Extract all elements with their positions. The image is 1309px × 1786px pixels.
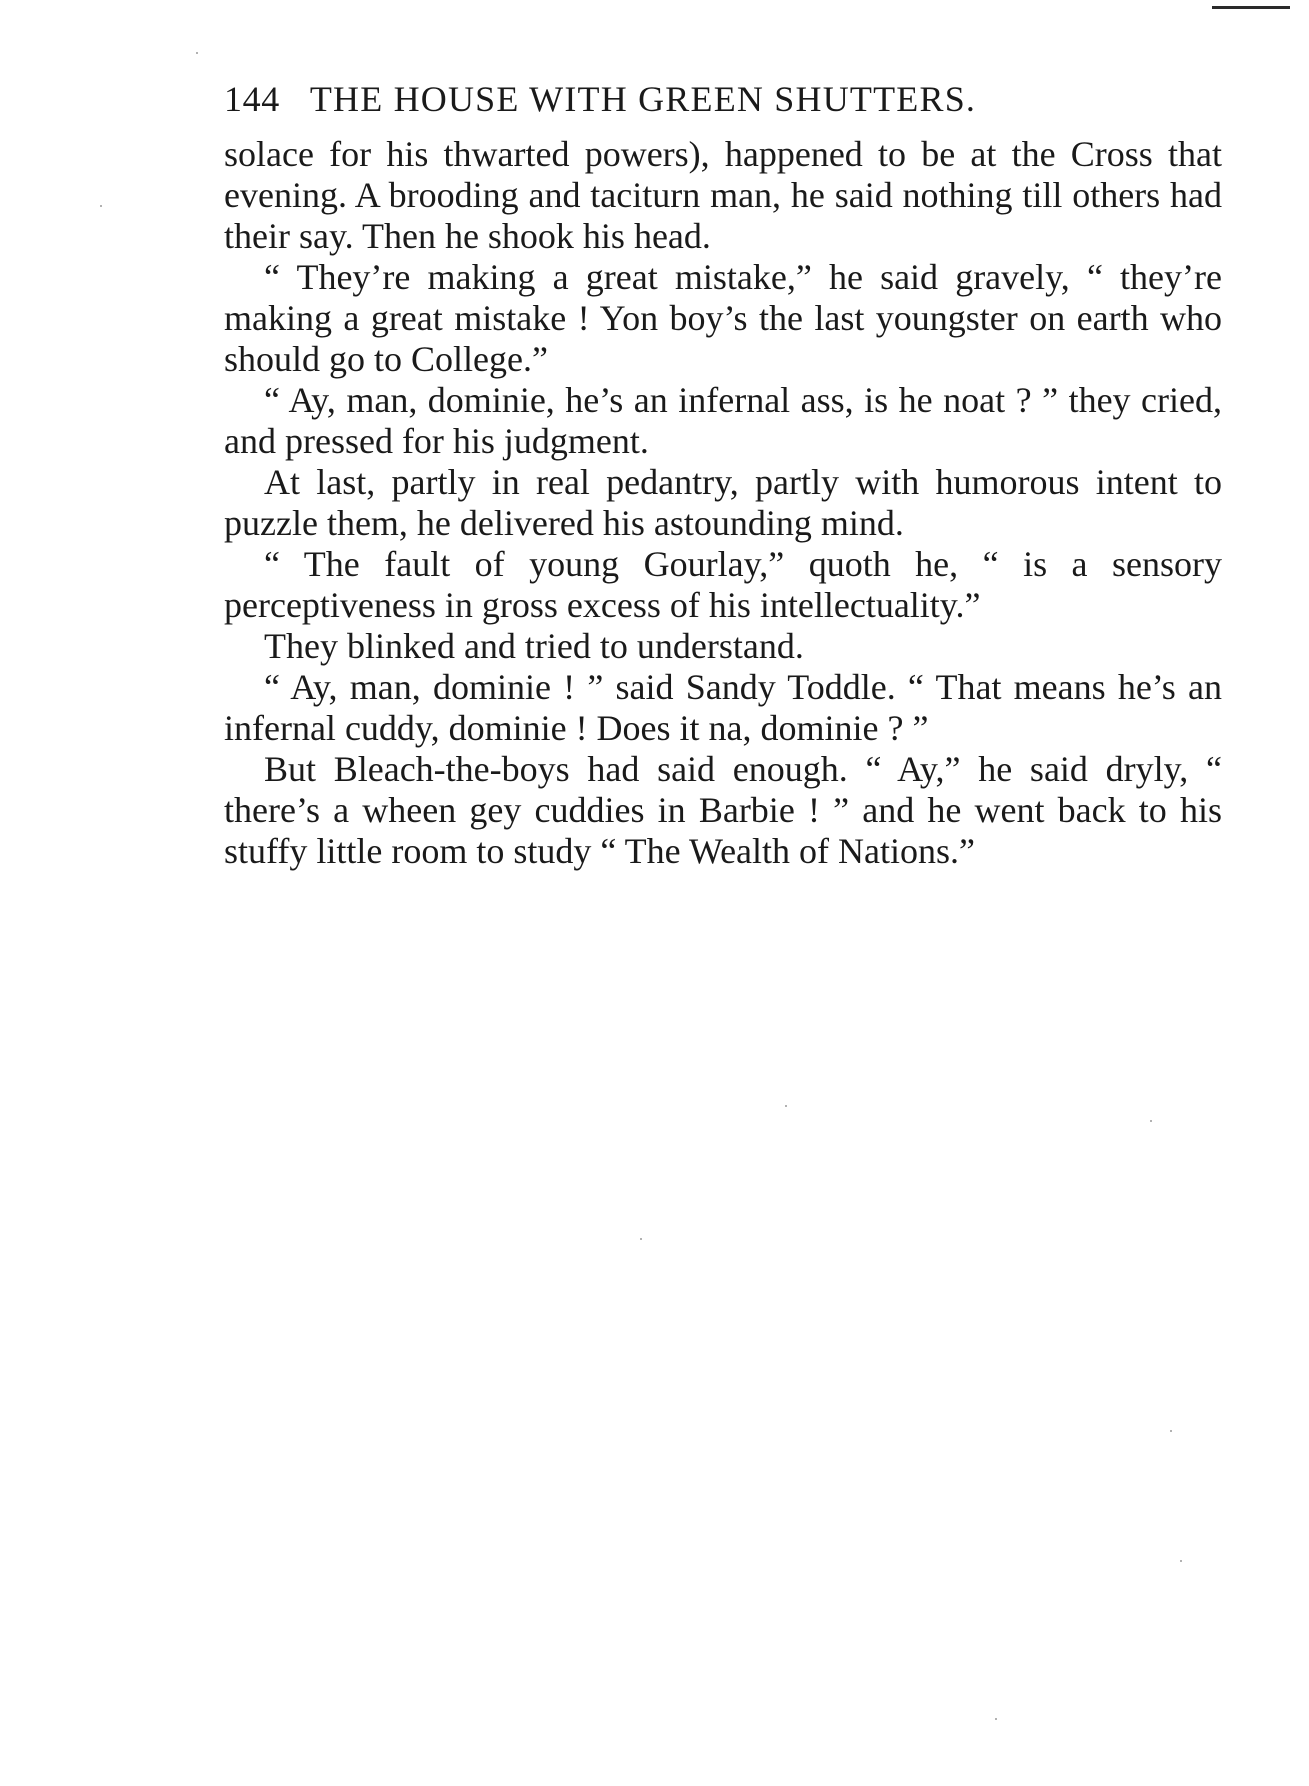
body-text: [224, 134, 1222, 872]
paragraph-1: solace for his thwarted powers), happened to be at the Cross that evening. A brooding and taciturn man, he said nothing till others had their say. Then he shook his head.: [224, 134, 1222, 256]
paragraph-6: They blinked and tried to understand.: [264, 626, 804, 666]
paragraph-5: “ The fault of young Gourlay,” quoth he, “ is a sensory perceptiveness in gross excess of his intellectuality.”: [224, 544, 1222, 625]
paragraph-3: “ Ay, man, dominie, he’s an infernal ass, is he noat ? ” they cried, and pressed for his judgment.: [224, 380, 1222, 461]
scan-speck: [1170, 1430, 1172, 1432]
running-head: [224, 78, 1222, 126]
scan-speck: [640, 1238, 642, 1240]
paragraph-8: But Bleach-the-boys had said enough. “ Ay,” he said dryly, “ there’s a wheen gey cuddies in Barbie ! ” and he went back to his stuffy little room to study “ The Wealth of Nations.”: [224, 749, 1222, 871]
scan-speck: [995, 1718, 997, 1720]
scan-speck: [196, 52, 198, 54]
scan-edge-mark: [1212, 6, 1290, 9]
scan-speck: [785, 1105, 787, 1107]
scan-speck: [1150, 1120, 1152, 1122]
book-title: THE HOUSE WITH GREEN SHUTTERS.: [309, 79, 977, 119]
page-number: 144: [224, 79, 280, 119]
scan-speck: [100, 205, 102, 207]
book-page: [224, 78, 1222, 872]
paragraph-7: “ Ay, man, dominie ! ” said Sandy Toddle. “ That means he’s an infernal cuddy, dominie ! Does it na, dominie ? ”: [224, 667, 1222, 748]
scan-speck: [1180, 1560, 1182, 1562]
paragraph-4: At last, partly in real pedantry, partly with humorous intent to puzzle them, he delivered his astounding mind.: [224, 462, 1222, 543]
paragraph-2: “ They’re making a great mistake,” he said gravely, “ they’re making a great mistake ! Yon boy’s the last youngster on earth who should go to College.”: [224, 257, 1222, 379]
